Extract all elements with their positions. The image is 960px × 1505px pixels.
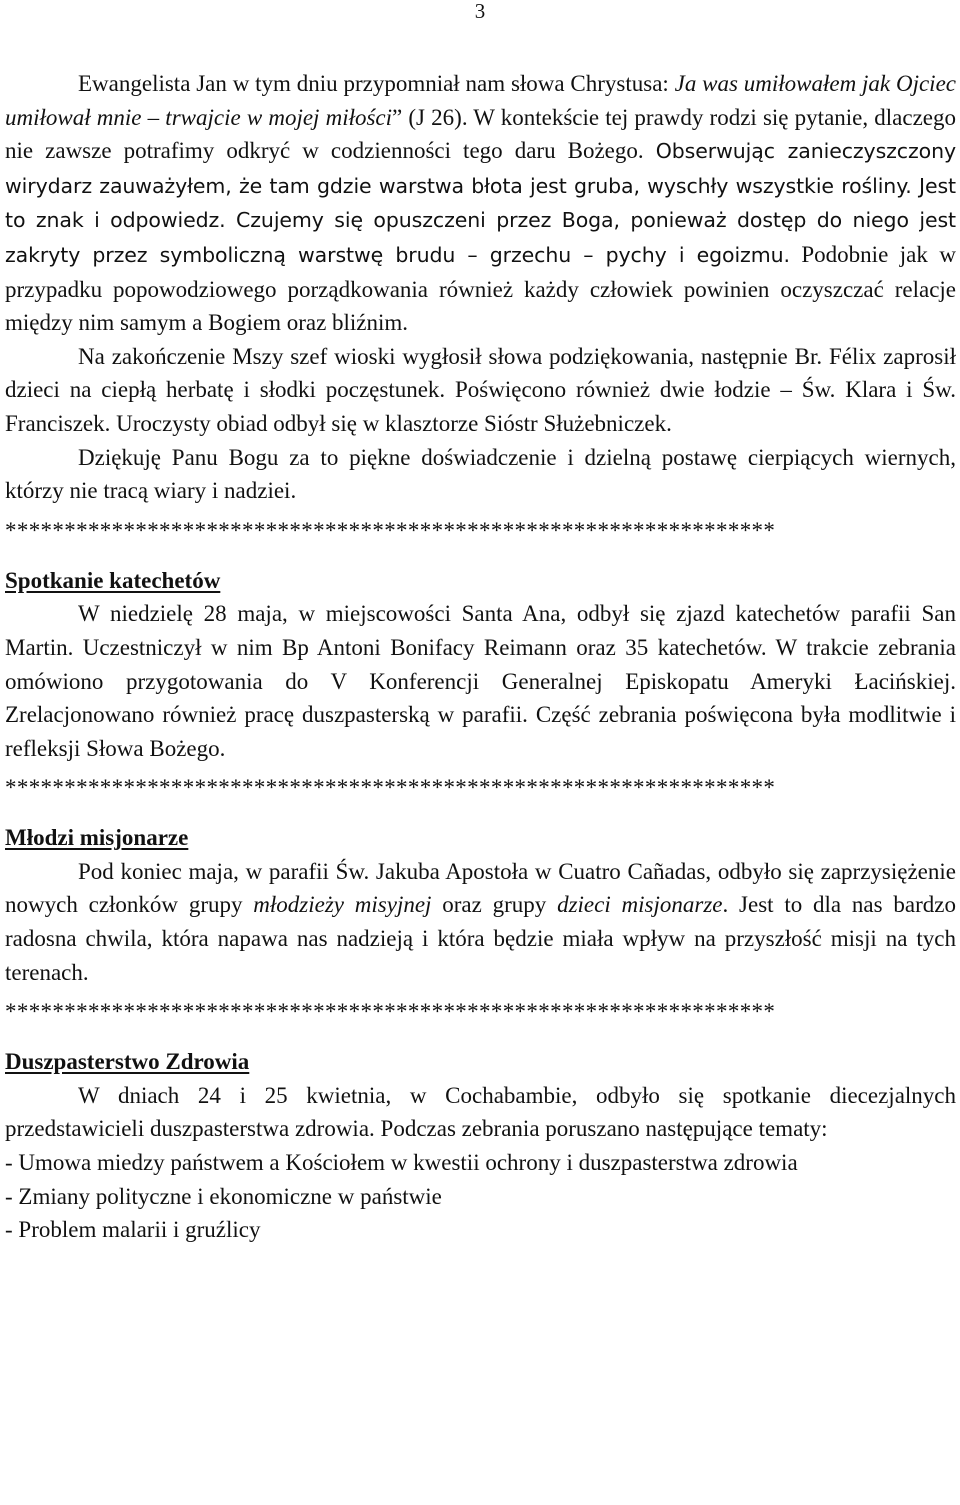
intro-paragraph-3: Dziękuję Panu Bogu za to piękne doświadczenie i dzielną postawę cierpiących wiernych, którzy nie tracą wiary i nadziei. — [5, 444, 956, 504]
intro-text-sans: Obserwując zanieczyszczony wirydarz zauważyłem, że tam gdzie warstwa błota jest gruba, wyschły wszystkie rośliny. Jest to znak i odpowiedz. Czujemy się opuszczeni przez Boga, ponieważ dostęp do niego jest zakryty przez symboliczną warstwę brudu – grzechu – pychy i egoizmu. — [5, 139, 957, 267]
section-separator: ***************************************************************** — [5, 775, 776, 801]
section-title-catechists: Spotkanie katechetów — [5, 567, 221, 593]
list-item: - Umowa miedzy państwem a Kościołem w kwestii ochrony i duszpasterstwa zdrowia — [5, 1150, 798, 1176]
scripture-quote: Ja was umiłowałem jak Ojciec umiłował mnie – trwajcie w mojej miłości — [5, 71, 956, 130]
section-text-missionaries: Pod koniec maja, w parafii Św. Jakuba Apostoła w Cuatro Cañadas, odbyło się zaprzysiężenie nowych członków grupy młodzieży misyjnej oraz grupy dzieci misjonarze. Jest to dla nas bardzo radosna chwila, która napawa nas nadzieją i która będzie miała wpływ na przyszłość misji na tych terenach. — [5, 858, 956, 985]
italic-group-name: młodzieży misyjnej — [253, 892, 432, 918]
section-text-health: W dniach 24 i 25 kwietnia, w Cochabambie, odbyło się spotkanie diecezjalnych przedstawicieli duszpasterstwa zdrowia. Podczas zebrania poruszano następujące tematy: — [5, 1082, 956, 1142]
section-text-catechists: W niedzielę 28 maja, w miejscowości Santa Ana, odbył się zjazd katechetów parafii San Martin. Uczestniczył w nim Bp Antoni Bonifacy Reimann oraz 35 katechetów. W trakcie zebrania omówiono przygotowania do V Konferencji Generalnej Episkopatu Ameryki Łacińskiej. Zrelacjonowano również pracę duszpasterską w parafii. Część zebrania poświęcona była modlitwie i refleksji Słowa Bożego. — [5, 601, 956, 761]
intro-text: Ewangelista Jan w tym dniu przypomniał nam słowa Chrystusa: — [78, 71, 675, 96]
intro-paragraph-1 — [5, 67, 956, 340]
section-separator: ***************************************************************** — [5, 517, 776, 543]
section-title-missionaries: Młodzi misjonarze — [5, 825, 189, 851]
section-title-health: Duszpasterstwo Zdrowia — [5, 1049, 250, 1075]
list-item: - Problem malarii i gruźlicy — [5, 1217, 261, 1243]
italic-group-name: dzieci misjonarze — [557, 892, 723, 918]
page-number: 3 — [474, 0, 486, 23]
document-body — [5, 0, 956, 1247]
list-item: - Zmiany polityczne i ekonomiczne w państwie — [5, 1183, 442, 1209]
intro-text: Podobnie jak w przypadku popowodziowego porządkowania również każdy człowiek powinien oczyszczać relacje między nim samym a Bogiem oraz bliźnim. — [5, 241, 956, 336]
section-separator: ***************************************************************** — [5, 999, 776, 1025]
intro-text: ” (J 26). W kontekście tej prawdy rodzi się pytanie, dlaczego nie zawsze potrafimy odkryć w codzienności tego daru Bożego. — [5, 104, 956, 164]
intro-paragraph-2: Na zakończenie Mszy szef wioski wygłosił słowa podziękowania, następnie Br. Félix zaprosił dzieci na ciepłą herbatę i słodki poczęstunek. Poświęcono również dwie łodzie – Św. Klara i Św. Franciszek. Uroczysty obiad odbył się w klasztorze Sióstr Służebniczek. — [5, 343, 956, 436]
